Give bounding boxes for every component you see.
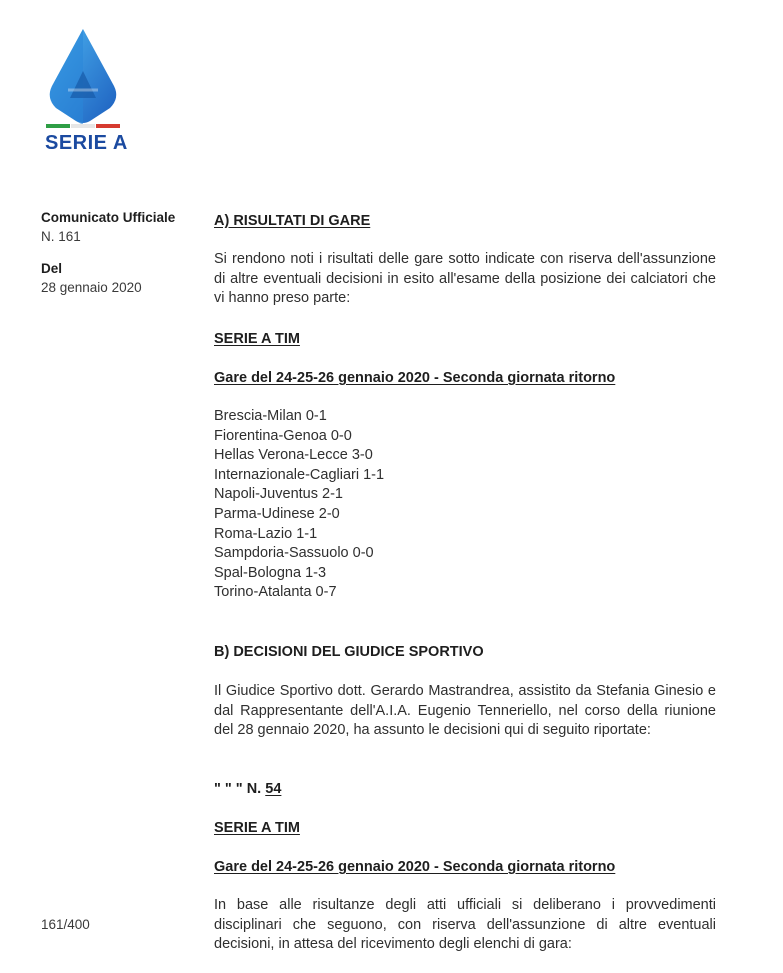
- result-item: Parma-Udinese 2-0: [214, 505, 340, 522]
- results-list: [214, 407, 716, 603]
- section-a-league: SERIE A TIM: [214, 331, 300, 347]
- section-a-intro: Si rendono noti i risultati delle gare sotto indicate con riserva dell'assunzione di altre eventuali decisioni in esito all'esame della posizione dei calciatori che vi hanno preso parte:: [214, 251, 716, 307]
- result-item: Roma-Lazio 1-1: [214, 525, 318, 542]
- del-label: Del: [41, 261, 63, 276]
- result-item: Fiorentina-Genoa 0-0: [214, 427, 352, 444]
- logo-text: SERIE A: [45, 132, 128, 154]
- decision-number-line: [214, 780, 716, 800]
- result-item: Napoli-Juventus 2-1: [214, 486, 343, 503]
- tricolore-stripe: [46, 124, 120, 129]
- result-item: Spal-Bologna 1-3: [214, 564, 327, 581]
- decision-number: 54: [265, 781, 282, 797]
- comunicato-number: N. 161: [41, 229, 81, 244]
- result-item: Brescia-Milan 0-1: [214, 408, 327, 424]
- section-b-league: SERIE A TIM: [214, 820, 300, 836]
- serie-a-shield-icon: [38, 26, 128, 131]
- section-a-title: A) RISULTATI DI GARE: [214, 213, 371, 229]
- result-item: Hellas Verona-Lecce 3-0: [214, 447, 373, 464]
- section-b-round: Gare del 24-25-26 gennaio 2020 - Seconda giornata ritorno: [214, 859, 616, 875]
- document-date: 28 gennaio 2020: [41, 280, 142, 295]
- decision-prefix: " " " N.: [214, 781, 262, 797]
- result-item: Torino-Atalanta 0-7: [214, 584, 337, 601]
- section-b-intro: Il Giudice Sportivo dott. Gerardo Mastrandrea, assistito da Stefania Ginesio e dal Rappresentante dell'A.I.A. Eugenio Tenneriello, nel corso della riunione del 28 gennaio 2020, ha assunto le decisioni qui di seguito riportate:: [214, 683, 716, 739]
- page-number: 161/400: [41, 917, 90, 932]
- section-b-title: B) DECISIONI DEL GIUDICE SPORTIVO: [214, 644, 484, 660]
- section-b-closing: In base alle risultanze degli atti ufficiali si deliberano i provvedimenti disciplinari che seguono, con riserva dell'assunzione di altre eventuali decisioni, in attesa del ricevimento degli elenchi di gara:: [214, 897, 716, 953]
- result-item: Internazionale-Cagliari 1-1: [214, 466, 385, 483]
- comunicato-label: Comunicato Ufficiale: [41, 210, 176, 225]
- serie-a-logo: [38, 26, 128, 161]
- section-a-round: Gare del 24-25-26 gennaio 2020 - Seconda giornata ritorno: [214, 370, 616, 386]
- result-item: Sampdoria-Sassuolo 0-0: [214, 545, 374, 562]
